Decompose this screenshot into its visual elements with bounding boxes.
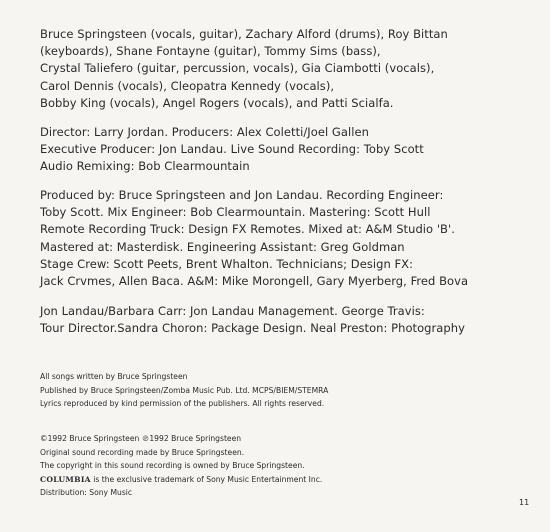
management-credits	[40, 303, 465, 337]
production-credits	[40, 187, 468, 290]
columbia-brand: COLUMBIA	[40, 474, 91, 484]
legal-line: Lyrics reproduced by kind permission of the publishers. All rights reserved.	[40, 399, 325, 409]
legal-line: All songs written by Bruce Springsteen	[40, 372, 188, 381]
credit-line: Director: Larry Jordan. Producers: Alex Coletti/Joel Gallen	[40, 125, 369, 139]
credit-line: Bobby King (vocals), Angel Rogers (vocals), and Patti Scialfa.	[40, 95, 394, 110]
credit-line: (keyboards), Shane Fontayne (guitar), Tommy Sims (bass),	[40, 44, 381, 59]
credit-line: Audio Remixing: Bob Clearmountain	[40, 159, 250, 174]
legal-line: Original sound recording made by Bruce Springsteen.	[40, 447, 245, 457]
credit-line: Mastered at: Masterdisk. Engineering Assistant: Greg Goldman	[40, 239, 405, 254]
distribution-line: Distribution: Sony Music	[40, 488, 133, 498]
legal-line: The copyright in this sound recording is owned by Bruce Springsteen.	[40, 461, 305, 471]
performers-credits	[40, 26, 448, 112]
page-number: 11	[519, 498, 530, 507]
credit-line: Carol Dennis (vocals), Cleopatra Kennedy (vocals),	[40, 78, 335, 93]
credit-line: Jon Landau/Barbara Carr: Jon Landau Management. George Travis:	[40, 304, 425, 318]
legal-line: Published by Bruce Springsteen/Zomba Music Pub. Ltd. MCPS/BIEM/STEMRA	[40, 385, 329, 395]
songwriting-notice	[40, 370, 328, 411]
credit-line: Remote Recording Truck: Design FX Remotes. Mixed at: A&M Studio 'B'.	[40, 222, 455, 237]
trademark-text: is the exclusive trademark of Sony Music Entertainment Inc.	[90, 474, 323, 484]
trademark-line	[40, 473, 322, 487]
credit-line: Stage Crew: Scott Peets, Brent Whalton. Technicians; Design FX:	[40, 256, 414, 271]
video-credits	[40, 124, 424, 176]
credit-line: Toby Scott. Mix Engineer: Bob Clearmountain. Mastering: Scott Hull	[40, 205, 431, 220]
credit-line: Crystal Taliefero (guitar, percussion, vocals), Gia Ciambotti (vocals),	[40, 61, 435, 76]
credit-line: Executive Producer: Jon Landau. Live Sound Recording: Toby Scott	[40, 142, 424, 157]
credit-line: Produced by: Bruce Springsteen and Jon Landau. Recording Engineer:	[40, 188, 444, 202]
legal-line: ©1992 Bruce Springsteen ℗1992 Bruce Springsteen	[40, 434, 242, 443]
credit-line: Tour Director.Sandra Choron: Package Design. Neal Preston: Photography	[40, 321, 465, 336]
credit-line: Bruce Springsteen (vocals, guitar), Zachary Alford (drums), Roy Bittan	[40, 27, 448, 41]
copyright-notice	[40, 432, 322, 500]
credit-line: Jack Crvmes, Allen Baca. A&M: Mike Morongell, Gary Myerberg, Fred Bova	[40, 274, 469, 289]
